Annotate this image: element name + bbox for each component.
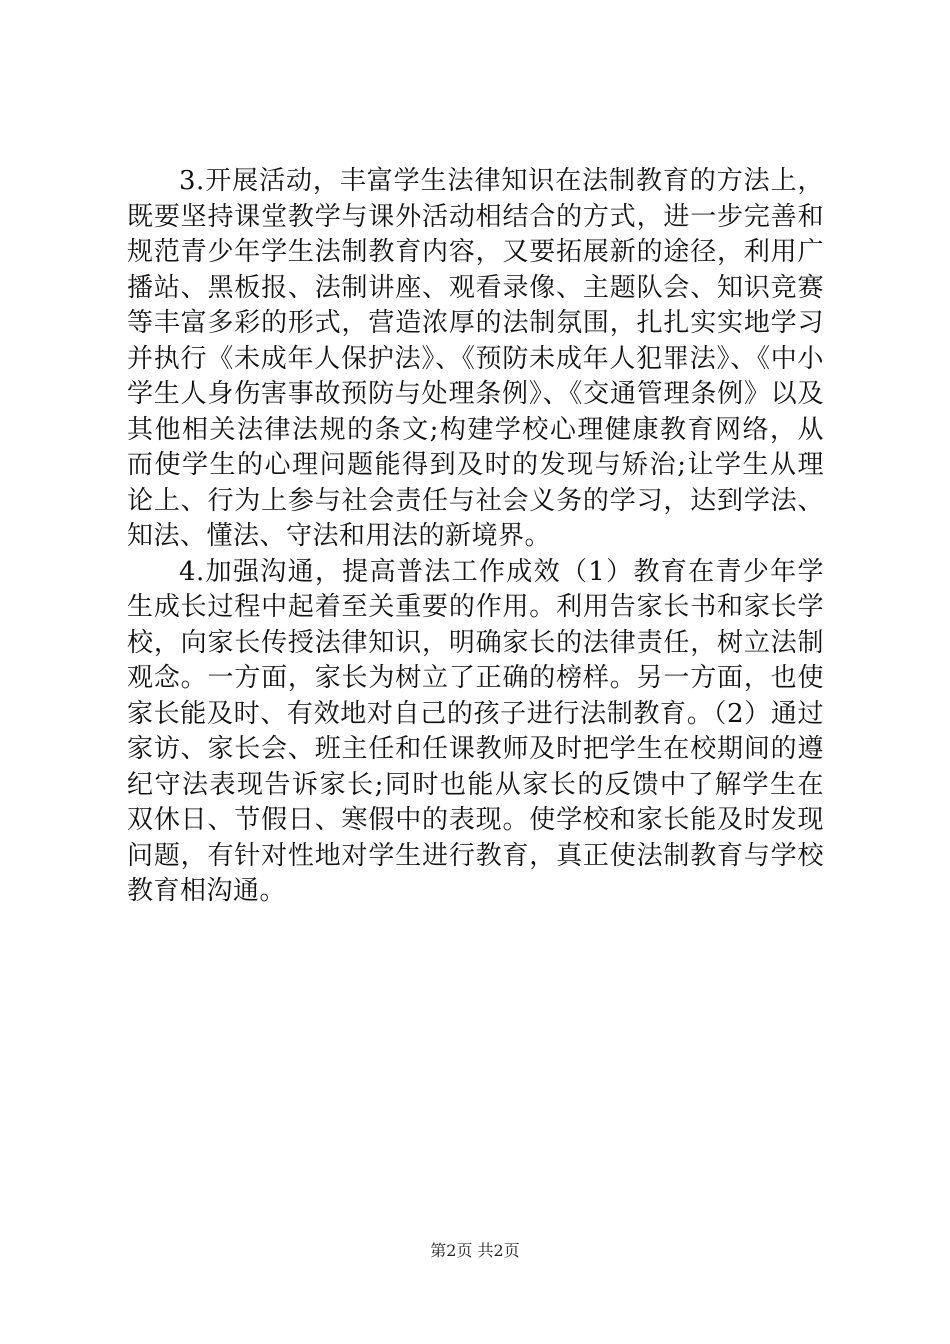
paragraph-communication: 4.加强沟通，提高普法工作成效（1）教育在青少年学生成长过程中起着至关重要的作用。利用告家长书和家长学校，向家长传授法律知识，明确家长的法律责任，树立法制观念。一方面，家长为树立了正确的榜样。另一方面，也使家长能及时、有效地对自己的孩子进行法制教育。（2）通过家访、家长会、班主任和任课教师及时把学生在校期间的遵纪守法表现告诉家长;同时也能从家长的反馈中了解学生在双休日、节假日、寒假中的表现。使学校和家长能及时发现问题，有针对性地对学生进行教育，真正使法制教育与学校教育相沟通。 bbox=[127, 556, 824, 906]
paragraph-activities: 3.开展活动，丰富学生法律知识在法制教育的方法上，既要坚持课堂教学与课外活动相结合的方式，进一步完善和规范青少年学生法制教育内容，又要拓展新的途径，利用广播站、黑板报、法制讲座、观看录像、主题队会、知识竞赛等丰富多彩的形式，营造浓厚的法制氛围，扎扎实实地学习并执行《未成年人保护法》、《预防未成年人犯罪法》、《中小学生人身伤害事故预防与处理条例》、《交通管理条例》以及其他相关法律法规的条文;构建学校心理健康教育网络，从而使学生的心理问题能得到及时的发现与矫治;让学生从理论上、行为上参与社会责任与社会义务的学习，达到学法、知法、懂法、守法和用法的新境界。 bbox=[127, 166, 824, 551]
document-body bbox=[127, 164, 824, 910]
page-footer: 第2页 共2页 bbox=[430, 1241, 520, 1260]
